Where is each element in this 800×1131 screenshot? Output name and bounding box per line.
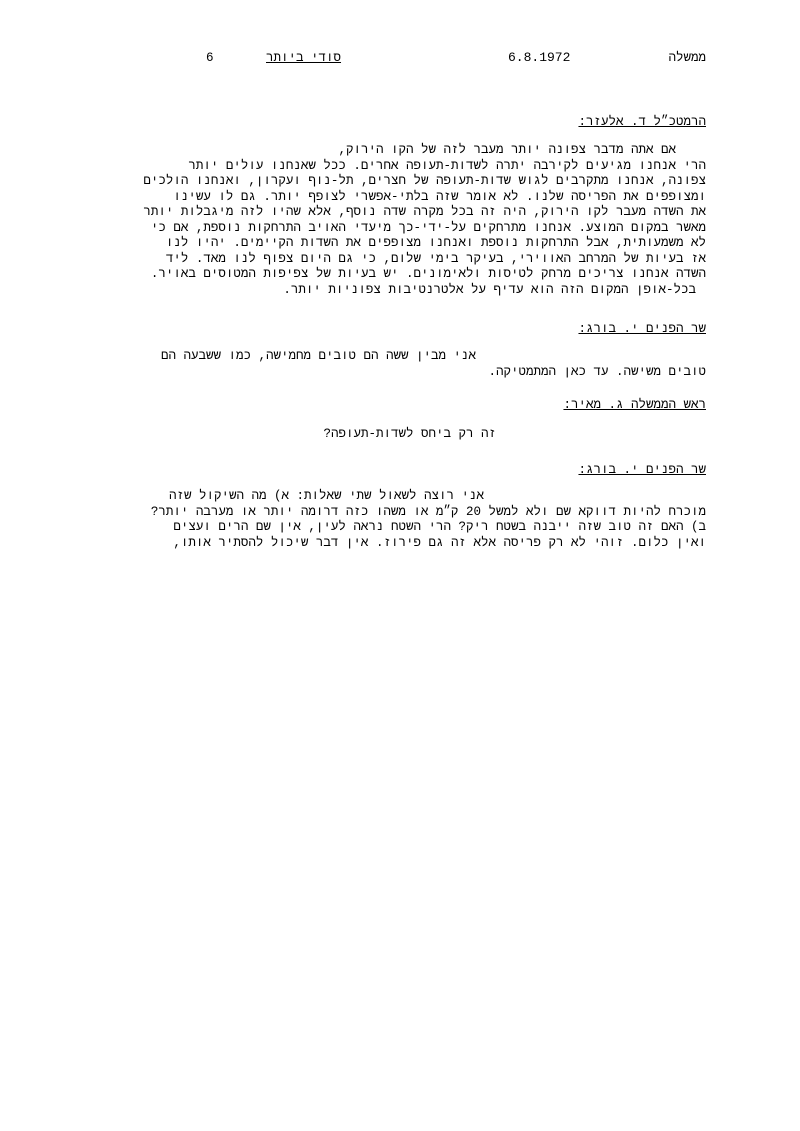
speaker-name: שר הפנים י. בורג: bbox=[578, 322, 706, 336]
speech-line: השדה אנחנו צריכים מרחק לטיסות ולאימונים. יש בעיות של צפיפות המטוסים באויר. bbox=[150, 267, 706, 281]
speech-line: ואין כלום. זוהי לא רק פריסה אלא זה גם פירוז. אין דבר שיכול להסתיר אותו, bbox=[173, 535, 706, 550]
speech-paragraph bbox=[126, 349, 706, 380]
page-number: 6 bbox=[206, 51, 214, 65]
speech-line: את השדה מעבר לקו הירוק, היה זה בכל מקרה שדה נוסף, אלא שהיו לזה מיגבלות יותר bbox=[143, 205, 706, 219]
speech-line: מוכרח להיות דווקא שם ולא למשל 20 ק״מ או משהו כזה דרומה יותר או מערבה יותר? bbox=[150, 504, 706, 519]
speech-line: אם אתה מדבר צפונה יותר מעבר לזה של הקו הירוק, bbox=[338, 143, 676, 157]
speech-paragraph bbox=[136, 143, 706, 298]
speech-paragraph bbox=[136, 489, 706, 551]
speech-line: מאשר במקום המוצע. אנחנו מתרחקים על-ידי-כך מיעדי האויב התרחקות נוספת, אם כי bbox=[150, 220, 706, 235]
organization-label: ממשלה bbox=[668, 51, 706, 65]
speech-line: טובים משישה. עד כאן המתמטיקה. bbox=[488, 364, 706, 379]
speech-line: צפונה, אנחנו מתקרבים לגוש שדות-תעופה של חצרים, תל-נוף ועקרון, ואנחנו הולכים bbox=[143, 174, 706, 188]
speech-line: ב) האם זה טוב שזה ייבנה בשטח ריק? הרי השטח נראה לעין, אין שם הרים ועצים bbox=[173, 520, 706, 534]
classification-label: סודי ביותר bbox=[266, 51, 342, 65]
speech-line: זה רק ביחס לשדות-תעופה? bbox=[323, 427, 496, 441]
document-date: 6.8.1972 bbox=[508, 50, 571, 65]
speech-line: אז בעיות של המרחב האווירי, בעיקר בימי שלום, כי גם היום צפוף לנו מאד. ליד bbox=[165, 251, 706, 266]
speech-line: הרי אנחנו מגיעים לקירבה יתרה לשדות-תעופה אחרים. ככל שאנחנו עולים יותר bbox=[188, 158, 706, 173]
speech-line: אני מבין ששה הם טובים מחמישה, כמו ששבעה הם bbox=[160, 349, 476, 363]
speaker-name: הרמטכ״ל ד. אלעזר: bbox=[578, 115, 706, 129]
speech-line: ומצופפים את הפריסה שלנו. לא אומר שזה בלתי-אפשרי לצופף יותר. גם לו עשינו bbox=[173, 189, 706, 204]
speech-line: אני רוצה לשאול שתי שאלות: א) מה השיקול שזה bbox=[168, 489, 484, 503]
speaker-name: שר הפנים י. בורג: bbox=[578, 463, 706, 477]
speaker-name: ראש הממשלה ג. מאיר: bbox=[563, 398, 706, 412]
speech-line: בכל-אופן המקום הזה הוא עדיף על אלטרנטיבות צפוניות יותר. bbox=[283, 282, 696, 297]
speech-line: לא משמעותית, אבל התרחקות נוספת ואנחנו מצופפים את השדות הקיימים. יהיו לנו bbox=[165, 236, 706, 250]
speech-paragraph bbox=[136, 427, 706, 443]
